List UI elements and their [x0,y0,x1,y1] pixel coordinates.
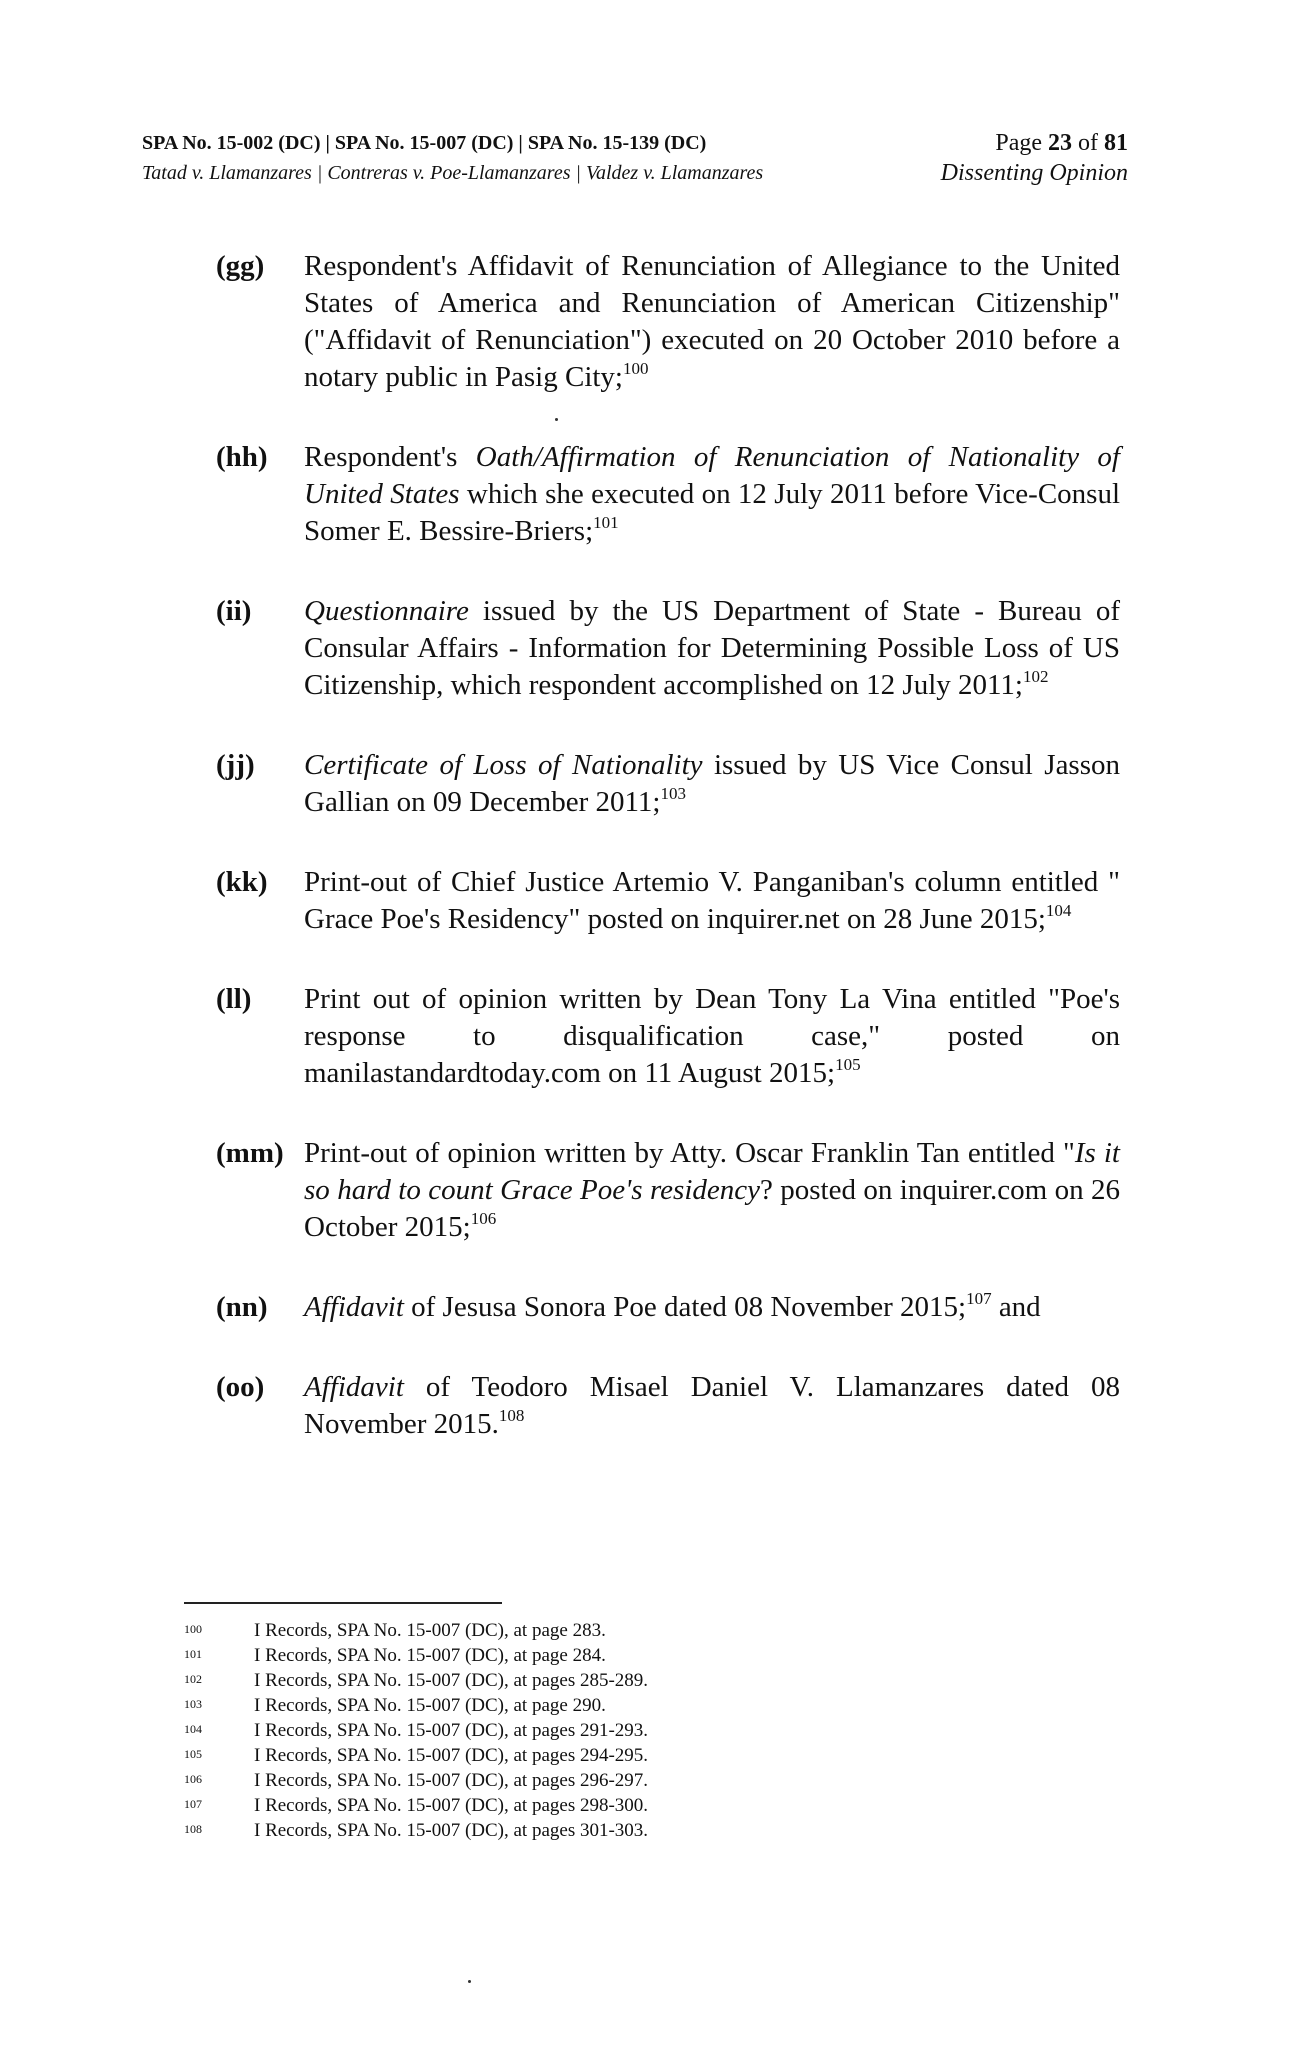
text-run: Print-out of opinion written by Atty. Oscar Franklin Tan entitled " [304,1137,1075,1169]
page-number: 23 [1048,130,1072,156]
item-label: (ll) [216,983,252,1015]
footnote [184,1668,648,1693]
text-run: Respondent's [304,441,476,473]
text-run: Print-out of Chief Justice Artemio V. Panganiban's column entitled " Grace Poe's Residency" posted on inquirer.net on 28 June 2015; [304,866,1120,935]
text-run: and [991,1291,1041,1323]
footnote [184,1768,648,1793]
evidence-list [216,248,1120,1486]
footnote-ref[interactable]: 103 [660,784,686,803]
scan-speck [468,1980,471,1983]
footnote-text: I Records, SPA No. 15-007 (DC), at pages 291-293. [254,1720,649,1741]
item-label: (mm) [216,1137,284,1169]
list-item [216,1289,1120,1326]
case-numbers: SPA No. 15-002 (DC) | SPA No. 15-007 (DC) | SPA No. 15-139 (DC) [142,132,707,154]
footnote-text: I Records, SPA No. 15-007 (DC), at page 290. [254,1695,606,1716]
list-item [216,439,1120,550]
item-text [304,1135,1120,1246]
italic-title: Questionnaire [304,595,469,627]
text-run: which she executed on 12 July 2011 before Vice-Consul Somer E. Bessire-Briers; [304,478,1120,547]
item-text [304,1289,1120,1326]
case-titles: Tatad v. Llamanzares | Contreras v. Poe-Llamanzares | Valdez v. Llamanzares [142,162,764,184]
item-label: (oo) [216,1371,265,1403]
footnotes [184,1618,648,1843]
footnote [184,1693,648,1718]
footnote-ref[interactable]: 106 [470,1209,497,1228]
footnote [184,1618,648,1643]
list-item [216,248,1120,396]
footnote-number: 107 [184,1797,202,1811]
text-run: issued by US Vice Consul Jasson Gallian on 09 December 2011; [304,749,1121,818]
item-label: (ii) [216,595,252,627]
footnote [184,1793,648,1818]
text-run: Respondent's Affidavit of Renunciation of Allegiance to the United States of America and Renunciation of American Citizenship" ("Affidavit of Renunciation") executed on 20 October 2010 before a notary public in Pasig City; [304,250,1120,393]
footnote-text: I Records, SPA No. 15-007 (DC), at pages 301-303. [254,1820,649,1841]
page-of: of [1072,130,1104,156]
list-item [216,747,1120,821]
italic-title: Oath/Affirmation of Renunciation of Nationality of United States [304,441,1120,510]
footnote-number: 102 [184,1672,202,1686]
footnote-number: 106 [184,1772,202,1786]
footnote-number: 101 [184,1647,202,1661]
item-label: (kk) [216,866,268,898]
footnote-ref[interactable]: 100 [623,359,649,378]
list-item [216,1135,1120,1246]
footnote-divider [184,1602,502,1604]
page-header-right [941,128,1128,188]
list-item [216,981,1120,1092]
footnote-text: I Records, SPA No. 15-007 (DC), at pages 285-289. [254,1670,649,1691]
item-text [304,747,1120,821]
text-run: of Jesusa Sonora Poe dated 08 November 2015; [403,1291,967,1323]
footnote-ref[interactable]: 107 [966,1289,992,1308]
item-text [304,864,1120,938]
page-header-left [142,128,763,188]
italic-title: Is it so hard to count Grace Poe's residency [304,1137,1120,1206]
footnote [184,1818,648,1843]
list-item [216,593,1120,704]
text-run: of Teodoro Misael Daniel V. Llamanzares dated 08 November 2015. [304,1371,1120,1440]
item-label: (hh) [216,441,268,473]
footnote-ref[interactable]: 102 [1022,667,1049,686]
item-label: (nn) [216,1291,268,1323]
text-run: issued by the US Department of State - Bureau of Consular Affairs - Information for Determining Possible Loss of US Citizenship, which respondent accomplished on 12 July 2011; [304,595,1120,701]
footnote-number: 108 [184,1822,202,1836]
footnote-ref[interactable]: 101 [593,513,619,532]
page-total: 81 [1104,130,1128,156]
text-run: ? posted on inquirer.com on 26 October 2015; [304,1174,1120,1243]
item-text [304,981,1120,1092]
footnote [184,1643,648,1668]
opinion-type: Dissenting Opinion [940,160,1128,186]
item-text [304,1369,1120,1443]
text-run: Print out of opinion written by Dean Tony La Vina entitled "Poe's response to disqualification case," posted on manilastandardtoday.com on 11 August 2015; [304,983,1120,1089]
page-prefix: Page [995,130,1048,156]
list-item [216,1369,1120,1443]
footnote [184,1718,648,1743]
footnote-ref[interactable]: 108 [498,1406,525,1425]
italic-title: Certificate of Loss of Nationality [304,749,703,781]
item-text [304,439,1120,550]
item-text [304,593,1120,704]
footnote-number: 104 [184,1722,202,1736]
footnote-text: I Records, SPA No. 15-007 (DC), at page 284. [254,1645,606,1666]
footnote-text: I Records, SPA No. 15-007 (DC), at page 283. [254,1620,606,1641]
item-label: (gg) [216,250,265,282]
footnote-text: I Records, SPA No. 15-007 (DC), at pages 296-297. [254,1770,649,1791]
italic-title: Affidavit [304,1291,404,1323]
footnote-number: 100 [184,1622,202,1636]
footnote-text: I Records, SPA No. 15-007 (DC), at pages 294-295. [254,1745,649,1766]
scan-speck [555,418,558,421]
item-label: (jj) [216,749,255,781]
footnote-ref[interactable]: 105 [835,1055,861,1074]
footnote-ref[interactable]: 104 [1045,901,1072,920]
italic-title: Affidavit [304,1371,404,1403]
footnote [184,1743,648,1768]
footnote-number: 103 [184,1697,202,1711]
footnote-number: 105 [184,1747,202,1761]
footnote-text: I Records, SPA No. 15-007 (DC), at pages 298-300. [254,1795,649,1816]
page-indicator [941,128,1128,158]
item-text [304,248,1120,396]
list-item [216,864,1120,938]
